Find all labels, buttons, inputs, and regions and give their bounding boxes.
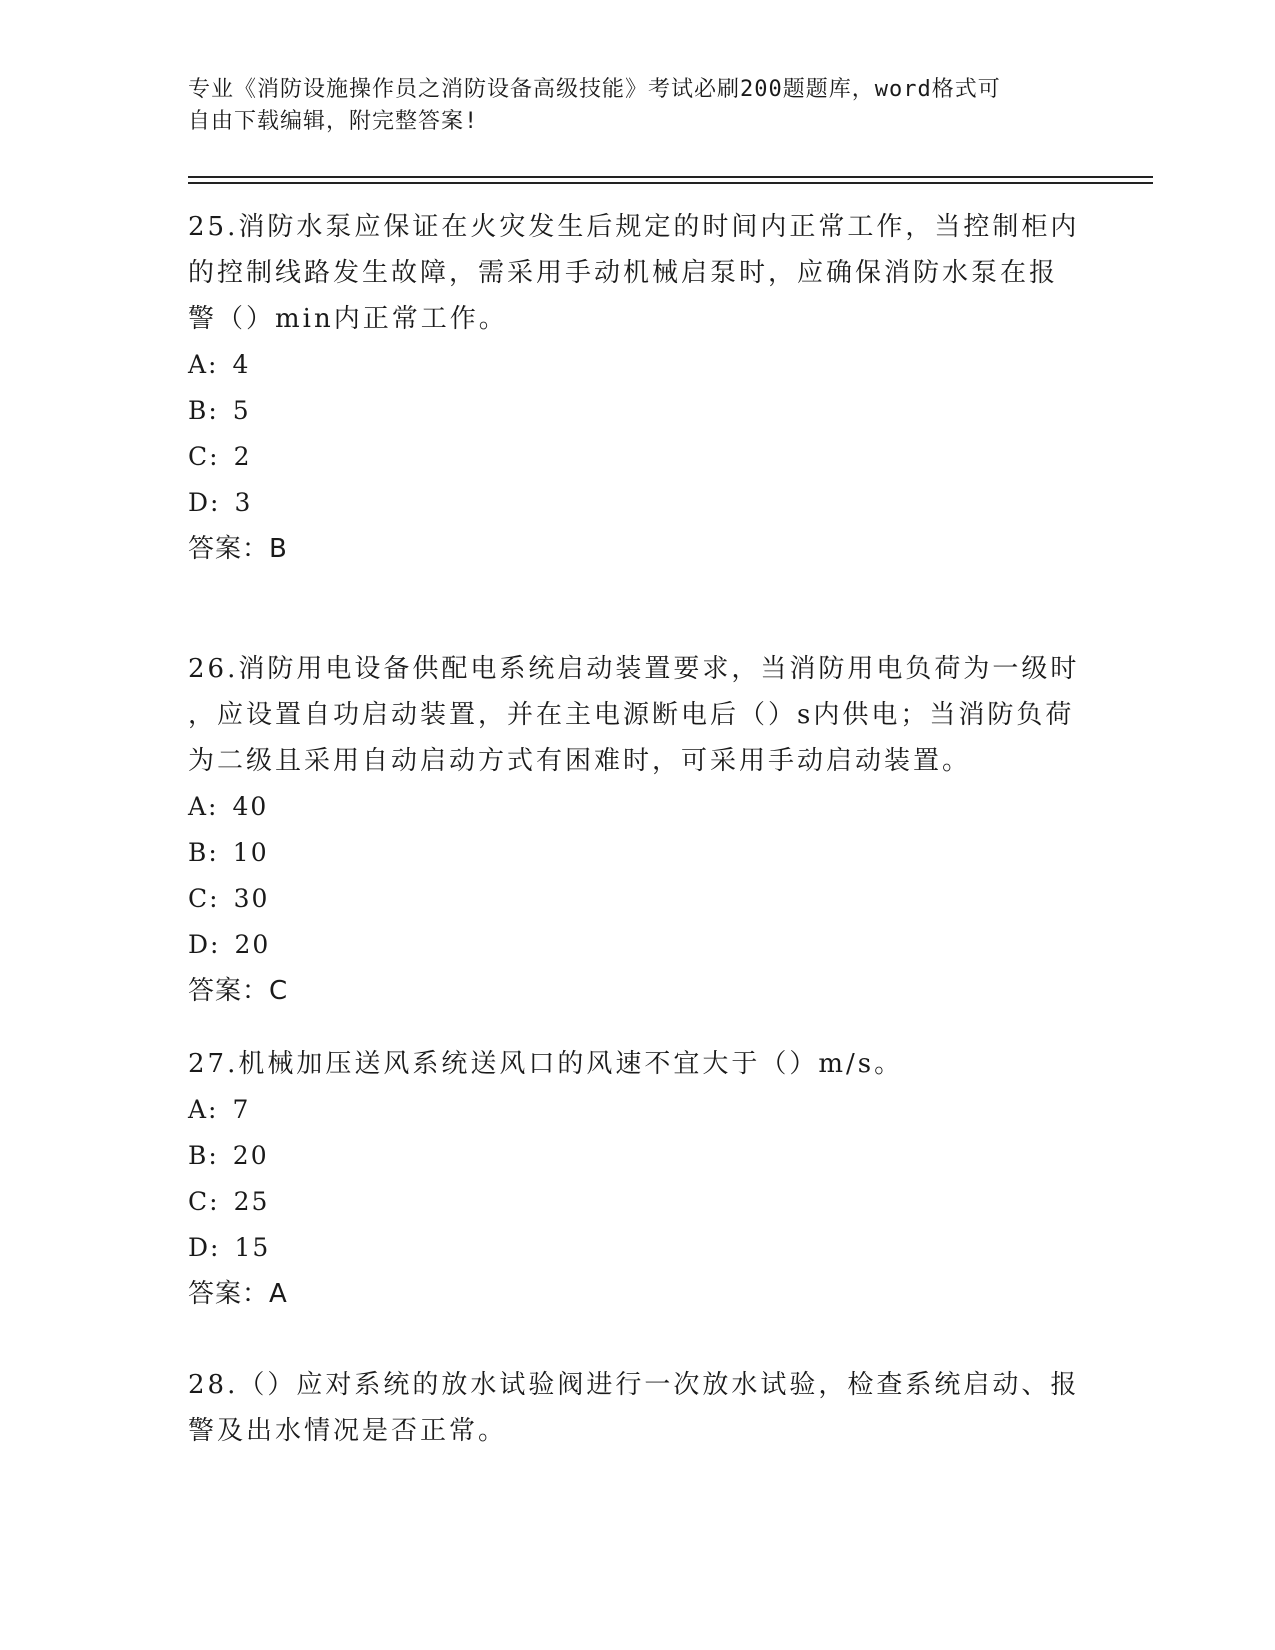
option-a (188, 1087, 1088, 1133)
option-key: D: (188, 930, 221, 959)
question-stem (188, 204, 1088, 342)
question-stem (188, 646, 1088, 784)
option-d (188, 1225, 1088, 1271)
option-value: 4 (232, 350, 251, 379)
option-b (188, 830, 1088, 876)
question-stem (188, 1041, 1088, 1087)
stem-line: 警（）min内正常工作。 (188, 304, 508, 334)
option-key: C: (188, 884, 220, 913)
header-line-2: 自由下载编辑，附完整答案! (188, 109, 479, 134)
option-value: 20 (234, 930, 271, 959)
option-c (188, 876, 1088, 922)
option-c (188, 434, 1088, 480)
stem-line: ，应设置自功启动装置，并在主电源断电后（）s内供电；当消防负荷 (188, 700, 1075, 730)
question-28 (188, 1362, 1088, 1454)
option-a (188, 784, 1088, 830)
option-c (188, 1179, 1088, 1225)
option-key: B: (188, 396, 219, 425)
option-value: 2 (233, 442, 252, 471)
option-b (188, 1133, 1088, 1179)
option-value: 20 (232, 1141, 269, 1170)
option-value: 7 (232, 1095, 251, 1124)
option-value: 10 (232, 838, 269, 867)
stem-line: 的控制线路发生故障，需采用手动机械启泵时，应确保消防水泵在报 (188, 258, 1059, 288)
option-key: A: (188, 1095, 219, 1124)
option-key: C: (188, 442, 220, 471)
option-key: B: (188, 1141, 219, 1170)
option-key: C: (188, 1187, 220, 1216)
header-divider-top (188, 176, 1153, 178)
option-d (188, 922, 1088, 968)
option-value: 3 (234, 488, 253, 517)
option-key: A: (188, 350, 219, 379)
option-value: 5 (232, 396, 251, 425)
stem-line: 25.消防水泵应保证在火灾发生后规定的时间内正常工作，当控制柜内 (188, 212, 1080, 242)
stem-line: 26.消防用电设备供配电系统启动装置要求，当消防用电负荷为一级时 (188, 654, 1080, 684)
option-key: D: (188, 488, 221, 517)
option-value: 15 (234, 1233, 271, 1262)
document-header (188, 74, 1088, 138)
question-stem (188, 1362, 1088, 1454)
stem-line: 警及出水情况是否正常。 (188, 1416, 508, 1446)
option-value: 25 (233, 1187, 270, 1216)
stem-line: 28.（）应对系统的放水试验阀进行一次放水试验，检查系统启动、报 (188, 1370, 1080, 1400)
option-a (188, 342, 1088, 388)
question-26 (188, 646, 1088, 1014)
answer-line: 答案：C (188, 976, 289, 1006)
stem-line: 27.机械加压送风系统送风口的风速不宜大于（）m/s。 (188, 1049, 904, 1079)
header-line-1: 专业《消防设施操作员之消防设备高级技能》考试必刷200题题库，word格式可 (188, 77, 1001, 102)
option-value: 30 (233, 884, 270, 913)
answer-line: 答案：B (188, 534, 288, 564)
option-value: 40 (232, 792, 269, 821)
question-27 (188, 1041, 1088, 1317)
option-key: A: (188, 792, 219, 821)
question-25 (188, 204, 1088, 572)
stem-line: 为二级且采用自动启动方式有困难时，可采用手动启动装置。 (188, 746, 972, 776)
option-key: D: (188, 1233, 221, 1262)
option-key: B: (188, 838, 219, 867)
answer-line: 答案：A (188, 1279, 288, 1309)
option-b (188, 388, 1088, 434)
header-divider-bottom (188, 182, 1153, 184)
option-d (188, 480, 1088, 526)
